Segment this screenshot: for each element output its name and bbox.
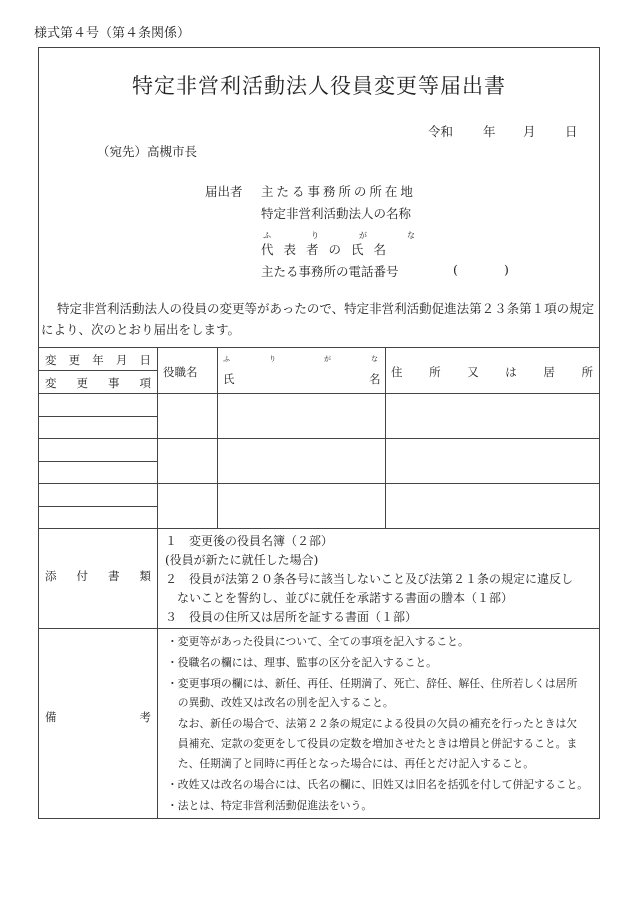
remark-item: ・法とは、特定非営利活動促進法をいう。 bbox=[167, 799, 373, 812]
office-address-label: 主 た る 事 務 所 の 所 在 地 bbox=[261, 184, 413, 199]
remark-item: ・変更事項の欄には、新任、再任、任期満了、死亡、辞任、解任、住所若しくは居所 bbox=[167, 677, 578, 690]
name-header-right: 名 bbox=[369, 372, 381, 386]
phone-open-paren: ( bbox=[453, 262, 458, 277]
furigana-2: り bbox=[311, 231, 319, 240]
corp-name-label: 特定非営利活動法人の名称 bbox=[261, 206, 412, 221]
addressee: （宛先）高槻市長 bbox=[97, 144, 198, 159]
address-header: 住 所 又 は 居 所 bbox=[391, 365, 593, 379]
row-rule bbox=[39, 483, 599, 484]
header-bottom-rule bbox=[39, 393, 599, 394]
remark-item: た、任期満了と同時に再任となった場合には、再任とだけ記入すること。 bbox=[167, 757, 535, 770]
phone-close-paren: ) bbox=[504, 262, 509, 277]
name-header-left: 氏 bbox=[223, 372, 235, 386]
remark-item: ・改姓又は改名の場合には、氏名の欄に、旧姓又は旧名を括弧を付して併記すること。 bbox=[167, 778, 589, 791]
form-number-label: 様式第４号（第４条関係） bbox=[34, 26, 191, 41]
name-column-rule bbox=[385, 347, 386, 528]
furigana-1: ふ bbox=[263, 231, 271, 240]
table-top-rule bbox=[39, 347, 599, 348]
attachment-item: ないことを誓約し、並びに就任を承諾する書面の謄本（１部） bbox=[165, 591, 514, 605]
attachments-label: 添 付 書 類 bbox=[45, 569, 151, 583]
applicant-label: 届出者 bbox=[205, 184, 243, 199]
row-rule bbox=[39, 438, 599, 439]
date-era: 令和 bbox=[428, 124, 454, 139]
remark-item: の異動、改姓又は改名の別を記入すること。 bbox=[167, 696, 394, 709]
furigana-4: な bbox=[407, 231, 415, 240]
name-ruby-3: が bbox=[324, 355, 331, 363]
remarks-top-rule bbox=[39, 628, 599, 629]
form-frame bbox=[38, 47, 600, 819]
furigana-3: が bbox=[359, 231, 367, 240]
name-ruby-4: な bbox=[371, 355, 378, 363]
row-rule bbox=[39, 506, 157, 507]
remark-item: ・変更等があった役員について、全ての事項を記入すること。 bbox=[167, 635, 469, 648]
remark-item: ・役職名の欄には、理事、監事の区分を記入すること。 bbox=[167, 656, 437, 669]
form-title: 特定非営利活動法人役員変更等届出書 bbox=[132, 74, 506, 98]
phone-label: 主たる事務所の電話番号 bbox=[261, 264, 399, 279]
date-month: 月 bbox=[523, 124, 536, 139]
name-ruby-1: ふ bbox=[223, 355, 230, 363]
remark-item: 員補充、定款の変更をして役員の定数を増加させたときは増員と併記すること。ま bbox=[167, 737, 578, 750]
remark-item: なお、新任の場合で、法第２２条の規定による役員の欠員の補充を行ったときは欠 bbox=[167, 717, 578, 730]
date-year: 年 bbox=[483, 124, 496, 139]
remarks-label: 備 考 bbox=[45, 710, 151, 724]
change-item-header: 変 更 事 項 bbox=[45, 376, 151, 390]
name-ruby-2: り bbox=[269, 355, 276, 363]
attachments-top-rule bbox=[39, 528, 599, 529]
header-split-rule bbox=[39, 370, 157, 371]
attachment-item: (役員が新たに就任した場合) bbox=[165, 553, 319, 567]
position-header: 役職名 bbox=[163, 365, 198, 379]
row-rule bbox=[39, 461, 157, 462]
date-day: 日 bbox=[565, 124, 578, 139]
position-column-rule bbox=[217, 347, 218, 528]
change-date-header: 変 更 年 月 日 bbox=[45, 353, 151, 367]
attachment-item: ３ 役員の住所又は居所を証する書面（１部） bbox=[165, 610, 418, 624]
attachment-item: ２ 役員が法第２０条各号に該当しないこと及び法第２１条の規定に違反し bbox=[165, 572, 574, 586]
label-column-rule bbox=[157, 347, 158, 819]
notification-text: 特定非営利活動法人の役員の変更等があったので、特定非営利活動促進法第２３条第１項の規定により、次のとおり届出をします。 bbox=[41, 301, 595, 337]
row-rule bbox=[39, 416, 157, 417]
representative-label: 代表者の氏名 bbox=[261, 242, 397, 257]
attachment-item: １ 変更後の役員名簿（２部） bbox=[165, 534, 334, 548]
